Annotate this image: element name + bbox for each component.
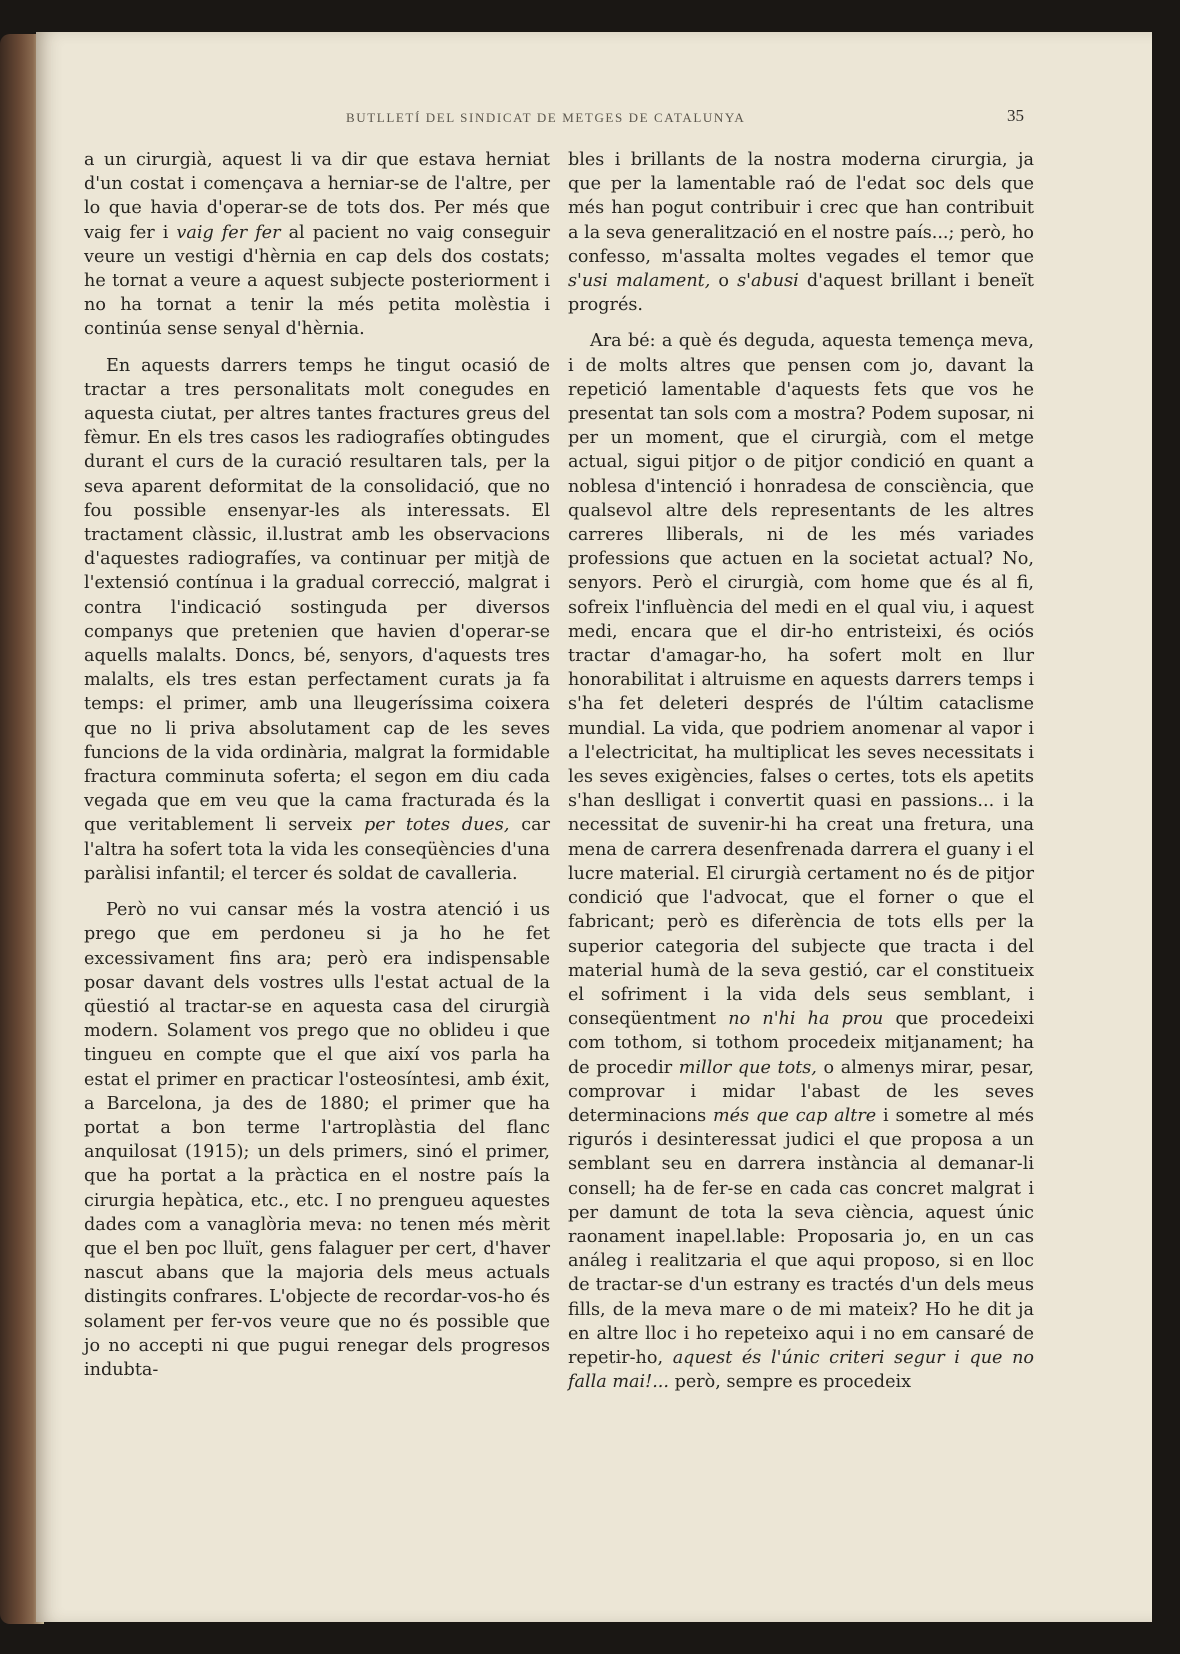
paragraph [568,329,1034,1394]
text-run: d'aquest brillant i beneït progrés. [568,271,1035,316]
text-run: Però no vui cansar més la vostra atenció i us prego que em perdoneu si ja ho he fet excessivament fins ara; però era indispensable posar davant dels vostres ulls l'estat actual de la qüestió al tractar-se en aquesta casa del cirurgià modern. Solament vos prego que no oblideu i que tingueu en compte que el que així vos parla ha estat el primer en practicar l'osteosíntesi, amb éxit, a Barcelona, ja des de 1880; el primer que ha portat a bon terme l'artroplàstia del flanc anquilosat (1915); un dels primers, sinó el primer, que ha portat a la pràctica en el nostre país la cirurgia hepàtica, etc., etc. I no prengueu aquestes dades com a vanaglòria meva: no tenen més mèrit que el ben poc lluït, gens falaguer per cert, d'haver nascut abans que la majoria dels meus actuals distingits confrares. L'objecte de recordar-vos-ho és solament per fer-vos veure que no és possible que jo no accepti ni que pugui renegar dels progresos indubta- [84,900,550,1380]
paragraph [84,898,550,1382]
emphasis-text: no n'hi ha prou [728,1009,884,1030]
right-column [568,148,1034,1406]
emphasis-text: millor que tots, [678,1057,817,1078]
document-page [36,32,1152,1622]
text-run: que procedeixi com tothom, si tothom procedeix mitjanament; ha de procedir [568,1009,1035,1078]
text-run: car l'altra ha sofert tota la vida les conseqüències d'una paràlisi infantil; el tercer és soldat de cavalleria. [84,815,550,884]
text-run: o almenys mirar, pesar, comprovar i midar l'abast de les seves determinacions [568,1057,1034,1126]
paragraph [84,148,550,342]
text-run: al pacient no vaig conseguir veure un vestigi d'hèrnia en cap dels dos costats; he tornat a veure a aquest subjecte posteriorment i no ha tornat a tenir la més petita molèstia i continúa sense senyal d'hèrnia. [84,222,551,340]
emphasis-text: més que cap altre [712,1105,877,1126]
emphasis-text: s'usi malament, [568,271,711,292]
text-run: bles i brillants de la nostra moderna cirurgia, ja que per la lamentable raó de l'edat soc dels que més han pogut contribuir i crec que han contribuit a la seva generalització en el nostre país...; però, ho confesso, m'assalta moltes vegades el temor que [568,150,1034,267]
paragraph [84,354,550,886]
running-head: BUTLLETÍ DEL SINDICAT DE METGES DE CATALUNYA [346,110,746,125]
left-column [84,148,550,1394]
page-number: 35 [1007,106,1024,125]
paragraph [568,148,1034,317]
emphasis-text: vaig fer fer [176,222,281,243]
text-run: Ara bé: a què és deguda, aquesta temença meva, i de molts altres que pensen com jo, davant la repetició lamentable d'aquests fets que vos he presentat tan sols com a mostra? Podem suposar, ni per un moment, que el cirurgià, com el metge actual, sigui pitjor o de pitjor condició en quant a noblesa d'intenció i honradesa de consciència, que qualsevol altre dels representants de les altres carreres lliberals, ni de les més variades professions que actuen en la societat actual? No, senyors. Però el cirurgià, com home que és al fi, sofreix l'influència del medi en el qual viu, i aquest medi, encara que el dir-ho entristeixi, és ociós tractar d'amagar-ho, ha sofert molt en llur honorabilitat i altruisme en aquests darrers temps i s'ha fet deleteri després de l'últim cataclisme mundial. La vida, que podriem anomenar al vapor i a l'electricitat, ha multiplicat les seves necessitats i les seves exigències, falses o certes, tots els apetits s'han deslligat i convertit quasi en passions... i la necessitat de suvenir-hi ha creat una fretura, una mena de carrera desenfrenada darrera el guany i el lucre material. El cirurgià certament no és de pitjor condició que l'advocat, que el forner o que el fabricant; però es diferència de tots ells per la superior categoria del subjecte que tracta i del material humà de la seva gestió, car el constitueix el sofriment i la vida dels seus semblant, i conseqüentment [568,331,1034,1030]
text-run: però, sempre es procedeix [668,1372,912,1393]
text-run: o [710,271,738,292]
text-run: i sometre al més rigurós i desinteressat judici el que proposa a un semblant seu en darrera instància al demanar-li consell; ha de fer-se en cada cas concret malgrat i per damunt de tota la seva ciència, aquest únic raonament inapel.lable: Proposaria jo, en un cas análeg i realitzaria el que aqui proposo, si en lloc de tractar-se d'un estrany es tractés d'un dels meus fills, de la meva mare o de mi mateix? Ho he dit ja en altre lloc i ho repeteixo aqui i no em cansaré de repetir-ho, [568,1105,1034,1368]
page-header [36,106,1152,134]
text-run: En aquests darrers temps he tingut ocasió de tractar a tres personalitats molt conegudes en aquesta ciutat, per altres tantes fractures greus del fèmur. En els tres casos les radiografíes obtingudes durant el curs de la curació resultaren tals, per la seva aparent deformitat de la consolidació, que no fou possible ensenyar-les als interessats. El tractament clàssic, il.lustrat amb les observacions d'aquestes radiografíes, va continuar per mitjà de l'extensió contínua i la gradual correcció, malgrat i contra l'indicació sostinguda per diversos companys que pretenien que havien d'operar-se aquells malalts. Doncs, bé, senyors, d'aquests tres malalts, els tres estan perfectament curats ja fa temps: el primer, amb una lleugeríssima coixera que no li priva absolutament cap de les seves funcions de la vida ordinària, malgrat la formidable fractura comminuta soferta; el segon em diu cada vegada que em veu que la cama fracturada és la que veritablement li serveix [84,355,550,836]
emphasis-text: per totes dues, [363,815,510,836]
text-run: a un cirurgià, aquest li va dir que estava herniat d'un costat i començava a herniar-se de l'altre, per lo que havia d'operar-se de tots dos. Per més que vaig fer i [84,150,550,243]
emphasis-text: s'abusi [737,271,799,292]
emphasis-text: aquest és l'únic criteri segur i que no falla mai!... [568,1347,1034,1393]
